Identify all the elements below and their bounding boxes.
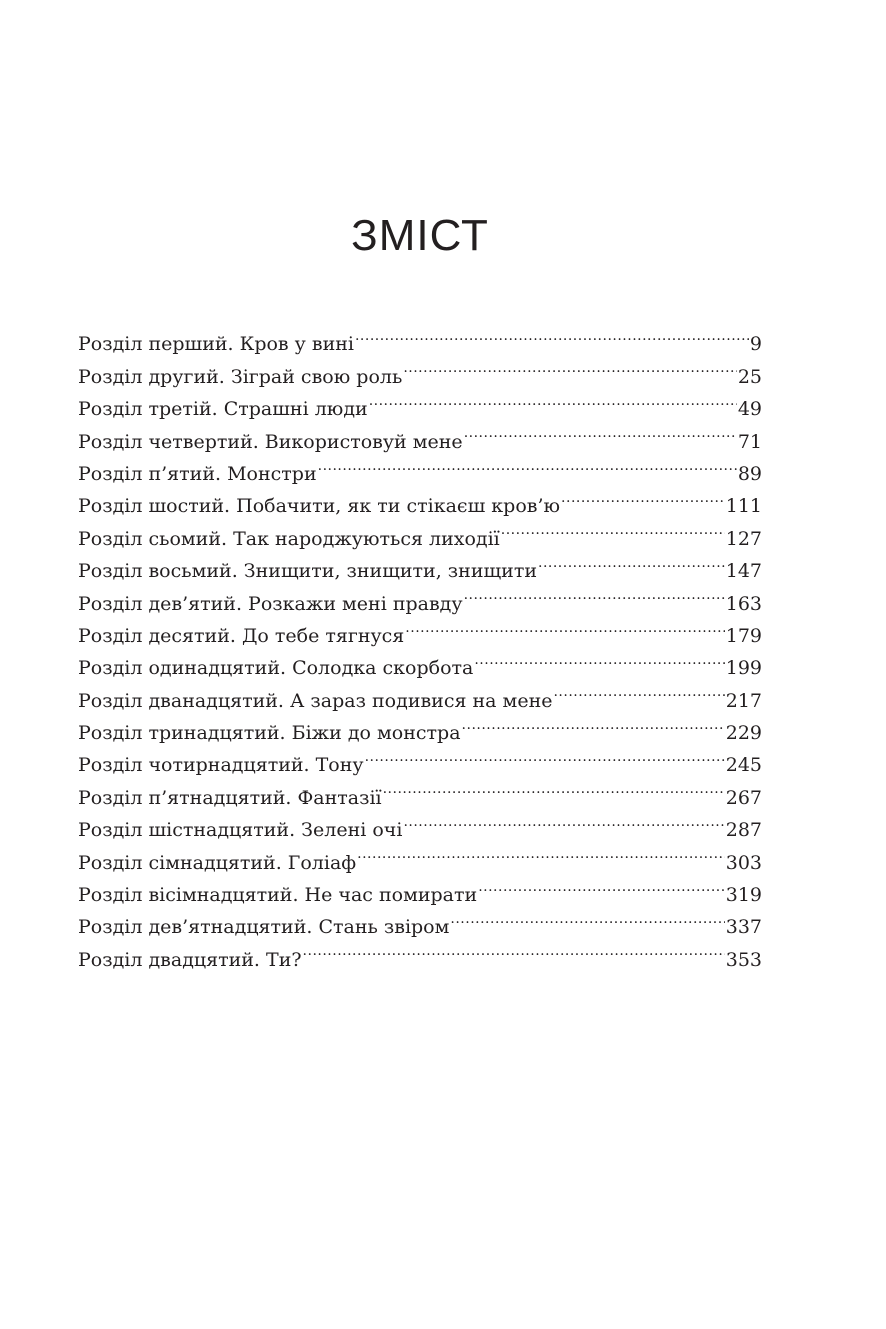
toc-entry-title: Розділ одинадцятий. Солодка скорбота: [78, 657, 474, 680]
toc-dot-leader: [403, 804, 724, 836]
toc-entry-page: 337: [725, 916, 762, 939]
toc-entry-title: Розділ другий. Зіграй свою роль: [78, 365, 403, 388]
toc-entry-title: Розділ чотирнадцятий. Тону: [78, 754, 364, 777]
toc-dot-leader: [538, 545, 725, 577]
toc-dot-leader: [464, 415, 737, 447]
toc-entry-title: Розділ п’ятнадцятий. Фантазії: [78, 786, 382, 809]
toc-dot-leader: [355, 318, 749, 350]
toc-entry-page: 147: [725, 560, 762, 583]
toc-dot-leader: [405, 610, 724, 642]
toc-entry-title: Розділ сьомий. Так народжуються лиходії: [78, 527, 500, 550]
toc-dot-leader: [450, 901, 724, 933]
toc-entry-title: Розділ тринадцятий. Біжи до монстра: [78, 722, 461, 745]
toc-entry-title: Розділ шостий. Побачити, як ти стікаєш кров’ю: [78, 495, 561, 518]
toc-entry: [78, 318, 762, 356]
toc-entry-page: 287: [725, 819, 762, 842]
toc-entry-page: 245: [725, 754, 762, 777]
toc-entry-title: Розділ третій. Страшні люди: [78, 398, 368, 421]
toc-dot-leader: [501, 512, 725, 544]
toc-entry-title: Розділ десятий. До тебе тягнуся: [78, 624, 405, 647]
toc-dot-leader: [365, 739, 725, 771]
toc-entry-page: 267: [725, 786, 762, 809]
toc-entry-page: 199: [725, 657, 762, 680]
toc-entry-page: 89: [737, 462, 762, 485]
toc-entry-page: 319: [725, 884, 762, 907]
toc-entry-title: Розділ дев’ятнадцятий. Стань звіром: [78, 916, 450, 939]
table-of-contents: [78, 318, 762, 971]
toc-entry-page: 229: [725, 722, 762, 745]
toc-dot-leader: [478, 869, 725, 901]
toc-entry-title: Розділ сімнадцятий. Голіаф: [78, 851, 357, 874]
toc-entry-page: 49: [737, 398, 762, 421]
toc-dot-leader: [462, 707, 725, 739]
toc-dot-leader: [369, 383, 737, 415]
toc-entry-page: 353: [725, 948, 762, 971]
toc-entry-title: Розділ двадцятий. Ти?: [78, 948, 302, 971]
toc-dot-leader: [403, 350, 737, 382]
toc-dot-leader: [553, 674, 724, 706]
toc-entry-page: 303: [725, 851, 762, 874]
toc-entry-page: 25: [737, 365, 762, 388]
toc-entry-page: 127: [725, 527, 762, 550]
page-title: ЗМІСТ: [351, 211, 489, 260]
toc-dot-leader: [464, 577, 725, 609]
toc-entry-title: Розділ шістнадцятий. Зелені очі: [78, 819, 403, 842]
toc-entry-title: Розділ восьмий. Знищити, знищити, знищити: [78, 560, 537, 583]
toc-entry-title: Розділ вісімнадцятий. Не час помирати: [78, 884, 478, 907]
toc-entry-page: 71: [737, 430, 762, 453]
toc-entry-page: 179: [725, 624, 762, 647]
toc-dot-leader: [318, 448, 737, 480]
toc-entry-title: Розділ дев’ятий. Розкажи мені правду: [78, 592, 463, 615]
toc-entry-page: 163: [725, 592, 762, 615]
toc-entry-page: 111: [725, 495, 762, 518]
toc-dot-leader: [561, 480, 725, 512]
toc-entry-title: Розділ четвертий. Використовуй мене: [78, 430, 463, 453]
toc-dot-leader: [474, 642, 724, 674]
toc-entry-title: Розділ перший. Кров у вині: [78, 333, 354, 356]
toc-entry-title: Розділ п’ятий. Монстри: [78, 462, 317, 485]
toc-dot-leader: [357, 836, 725, 868]
toc-entry-page: 9: [749, 333, 762, 356]
toc-dot-leader: [383, 771, 725, 803]
toc-entry-title: Розділ дванадцятий. А зараз подивися на мене: [78, 689, 553, 712]
toc-entry-page: 217: [725, 689, 762, 712]
toc-dot-leader: [303, 933, 725, 965]
